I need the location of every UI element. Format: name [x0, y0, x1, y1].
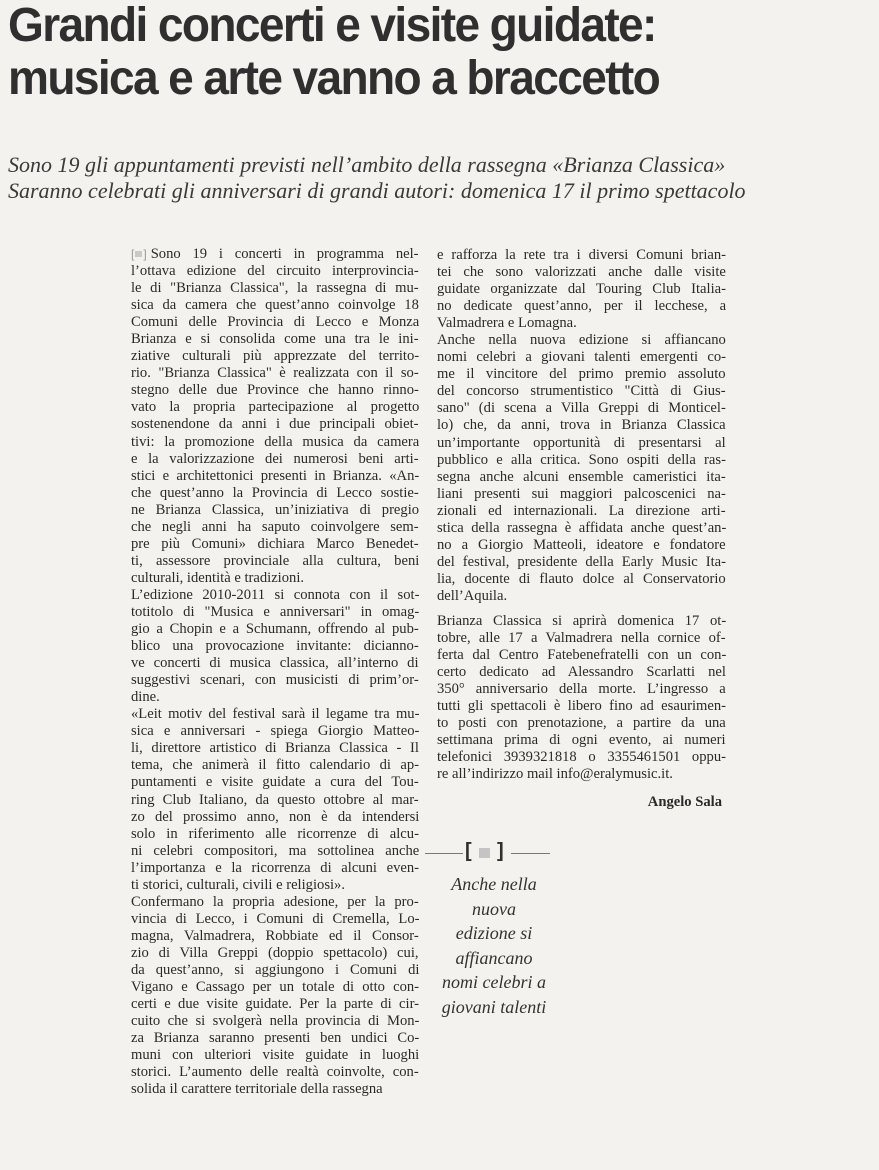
text-line: li, direttore artistico di Brianza Classica - Il [131, 740, 419, 757]
article-column-2 [437, 247, 726, 783]
text-line: Brianza Classica si aprirà domenica 17 ot- [437, 612, 727, 629]
text-line: pubblico e alla critica. Sono ospiti della ras- [437, 451, 726, 468]
text-line: stegno delle due Province che hanno rinno- [131, 382, 419, 399]
text-line [131, 246, 419, 263]
text-line: lo) che, da anni, trova in Brianza Classica [437, 417, 726, 434]
headline-line: musica e arte vanno a braccetto [8, 52, 660, 105]
text-line: nomi celebri a giovani talenti emergenti co- [437, 349, 727, 366]
text-line: tema, che animerà il fitto calendario di ap- [131, 757, 419, 774]
text-line: «Leit motiv del festival sarà il legame tra mu- [131, 706, 420, 723]
subheadline [8, 152, 879, 204]
text-line: ferta dal Centro Fatebenefratelli con un con- [437, 647, 727, 664]
text-line: ring Club Italiano, da questo ottobre al mar- [131, 791, 419, 808]
text-line: da quest’anno, si aggiungono i Comuni di [131, 961, 420, 978]
text-line: no dedicate quest’anno, per il lecchese, a [437, 298, 727, 315]
article-paragraph [131, 587, 419, 706]
text-line: vincia di Lecco, i Comuni di Cremella, Lo- [131, 910, 420, 927]
text-line: certi e due visite guidate. Per la parte di cir- [131, 996, 419, 1013]
text-line: ti storici, culturali, civili e religiosi». [131, 876, 345, 893]
text-line: ti, assessore provinciale alla cultura, beni [131, 552, 420, 569]
text-line: magna, Valmadrera, Robbiate ed il Consor- [131, 927, 419, 944]
text-line: re all’indirizzo mail info@eralymusic.it. [437, 766, 673, 783]
pullquote [420, 872, 568, 1019]
text-line: zio di Villa Greppi (doppio spettacolo) cui, [131, 944, 419, 961]
text-line: sica e anniversari - spiega Giorgio Matteo- [131, 723, 420, 740]
pullquote-line: edizione si [455, 923, 533, 943]
text-line: e la valorizzazione dei numerosi beni arti- [131, 450, 419, 467]
text-line: che quest’anno la Provincia di Lecco sostie- [131, 484, 419, 501]
text-line: ziative culturali più apprezzate del territo- [131, 348, 420, 365]
text-line: za Brianza saranno presenti ben undici Co- [131, 1030, 420, 1047]
text-line-content: Sono 19 i concerti in programma nel- [150, 246, 419, 262]
text-line: zo del prossimo anno, non è da intendersi [131, 808, 420, 825]
text-line: liani presenti sui maggiori palcoscenici na- [437, 485, 726, 502]
pullquote-line: nuova [472, 898, 516, 919]
subhead-line: Sono 19 gli appuntamenti previsti nell’ambito della rassegna «Brianza Classica» [8, 152, 726, 177]
text-line: ni celebri compositori, ma sottolinea anche [131, 842, 420, 859]
text-line: che negli anni ha saputo coinvolgere sem- [131, 518, 419, 535]
text-line: del festival, presidente della Early Music Ita- [437, 553, 726, 570]
text-line: dine. [131, 689, 160, 706]
text-line: L’edizione 2010-2011 si connota con il sot- [131, 586, 420, 603]
pullquote-line: nomi celebri a [442, 972, 546, 992]
text-line: Valmadrera e Lomagna. [437, 315, 577, 332]
text-line: rio. "Brianza Classica" è realizzata con il so- [131, 365, 419, 382]
text-line: gio a Chopin e a Schumann, offrendo al pub- [131, 621, 419, 638]
text-line: to posti con prenotazione, a partire da una [437, 715, 726, 732]
text-line: certo dedicato ad Alessandro Scarlatti nel [437, 664, 726, 681]
text-line: Brianza e si consolida come una tra le ini- [131, 331, 419, 348]
text-line: lia, docente di flauto dolce al Conservatorio [437, 570, 726, 587]
text-line: me il vincitore del primo premio assoluto [437, 366, 726, 383]
text-line: un’importante opportunità di presentarsi al [437, 434, 726, 451]
text-line: stici e architettonici presenti in Brianza. «An- [131, 467, 420, 484]
text-line: tivi: la promozione della musica da camera [131, 433, 420, 450]
text-line: tei che sono valorizzati anche dalle visite [437, 264, 726, 281]
text-line: del concorso strumentistico "Città di Gius- [437, 383, 726, 400]
text-line: pre più Comuni» dichiara Marco Benedet- [131, 535, 419, 552]
text-line: ne Brianza Classica, un’iniziativa di pregio [131, 501, 420, 518]
text-line: tobre, alle 17 a Valmadrera nella cornice of- [437, 630, 726, 647]
pullquote-line: affiancano [455, 947, 533, 968]
text-line: no a Giorgio Matteoli, ideatore e fondatore [437, 536, 726, 553]
text-line: e rafforza la rete tra i diversi Comuni brian- [437, 247, 727, 263]
text-line: l’importanza e la ricorrenza di alcuni even- [131, 859, 420, 876]
article-paragraph [131, 706, 419, 894]
article-paragraph [437, 332, 726, 605]
text-line: le di "Brianza Classica", la rassegna di mu- [131, 280, 419, 297]
text-line: stica della rassegna è affidata anche quest’an- [437, 519, 727, 536]
text-line: cuito che si svolgerà nella provincia di Mon- [131, 1013, 420, 1030]
text-line: Confermano la propria adesione, per la pro- [131, 893, 419, 910]
text-line: puntamenti e visite guidate a cura del Tou- [131, 774, 419, 791]
text-line: Vigano e Cassago per un totale di otto con- [131, 979, 420, 996]
text-line: l’ottava edizione del circuito interprovincia- [131, 263, 419, 280]
text-line: tutti gli spettacoli è libero fino ad esaurimen- [437, 698, 727, 715]
text-line: segna anche alcuni ensemble cameristici ita- [437, 468, 726, 485]
text-line: sica da camera che quest’anno coinvolge 18 [131, 297, 419, 314]
article-paragraph [131, 894, 419, 1099]
headline [8, 2, 843, 108]
text-line: blico una provocazione invitante: dicianno- [131, 638, 419, 655]
headline-line: Grandi concerti e visite guidate: [8, 0, 656, 52]
text-line: Anche nella nuova edizione si affiancano [437, 332, 726, 349]
text-line: solo in riferimento alle ricorrenze di alcu- [131, 825, 419, 842]
section-marker-icon: [ ] [131, 247, 147, 261]
text-line: telefonici 3939321818 o 3355461501 oppu- [437, 749, 726, 766]
article-paragraph [437, 247, 726, 332]
text-line: culturali, identità e tradizioni. [131, 569, 305, 586]
text-line: zionali ed internazionali. La direzione arti- [437, 502, 726, 519]
text-line: sano" (di scena a Villa Greppi di Monticel- [437, 400, 726, 417]
article-paragraph [131, 246, 419, 587]
text-line: suggestivi scenari, con musicisti di prim’or- [131, 672, 419, 689]
text-line: settimana prima di ogni evento, ai numeri [437, 732, 726, 749]
text-line: 350° anniversario della morte. L’ingresso a [437, 681, 726, 698]
author-byline: Angelo Sala [647, 794, 722, 810]
text-line: vato la propria partecipazione al progetto [131, 399, 420, 416]
text-line: dell’Aquila. [437, 587, 508, 604]
text-line: solida il carattere territoriale della rassegna [131, 1081, 383, 1098]
article-column-1 [131, 246, 419, 1098]
pullquote-line: giovani talenti [441, 996, 547, 1017]
text-line: sostenendone da anni i due principali obiet- [131, 416, 419, 433]
pullquote-bracket-icon: [ ] [425, 843, 550, 863]
text-line: muni con ulteriori visite guidate in luoghi [131, 1047, 420, 1064]
text-line: guidate organizzate dal Touring Club Italia- [437, 281, 726, 298]
pullquote-line: Anche nella [451, 874, 537, 894]
subhead-line: Saranno celebrati gli anniversari di grandi autori: domenica 17 il primo spettacolo [8, 178, 746, 203]
text-line: ve concerti di musica classica, all’interno di [131, 655, 419, 672]
text-line: Comuni delle Provincia di Lecco e Monza [131, 314, 420, 331]
text-line: storici. L’aumento delle realtà coinvolte, con- [131, 1064, 419, 1081]
article-paragraph [437, 613, 726, 783]
text-line: totitolo di "Musica e anniversari" in omag- [131, 603, 420, 620]
